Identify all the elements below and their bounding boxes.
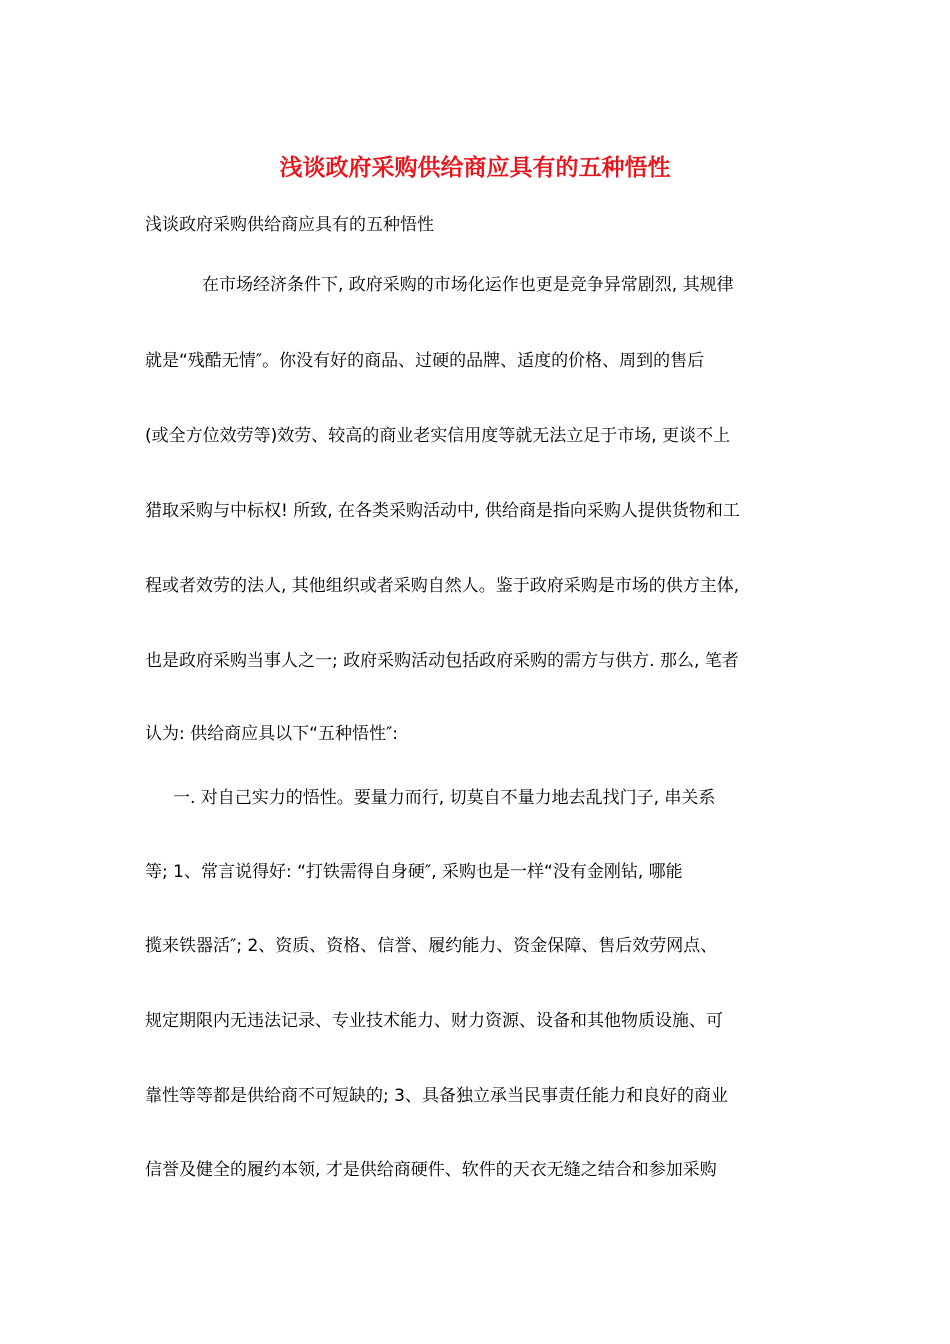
paragraph-line: 一. 对自己实力的悟性。要量力而行, 切莫自不量力地去乱找门子, 串关系 <box>173 788 716 808</box>
paragraph-line: 靠性等等都是供给商不可短缺的; 3、具备独立承当民事责任能力和良好的商业 <box>145 1086 728 1106</box>
paragraph-line: 等; 1、常言说得好: “打铁需得自身硬″, 采购也是一样“没有金刚钻, 哪能 <box>145 862 683 882</box>
paragraph-line: 认为: 供给商应具以下“五种悟性″: <box>145 724 399 744</box>
paragraph-line: 揽来铁器活″; 2、资质、资格、信誉、履约能力、资金保障、售后效劳网点、 <box>145 936 718 956</box>
paragraph-line: 也是政府采购当事人之一; 政府采购活动包括政府采购的需方与供方. 那么, 笔者 <box>145 651 739 671</box>
paragraph-line: 在市场经济条件下, 政府采购的市场化运作也更是竞争异常剧烈, 其规律 <box>202 275 734 295</box>
paragraph-line: 猎取采购与中标权! 所致, 在各类采购活动中, 供给商是指向采购人提供货物和工 <box>145 501 740 521</box>
document-title: 浅谈政府采购供给商应具有的五种悟性 <box>279 154 671 181</box>
paragraph-line: 规定期限内无违法记录、专业技术能力、财力资源、设备和其他物质设施、可 <box>145 1011 723 1031</box>
paragraph-line: (或全方位效劳等)效劳、较高的商业老实信用度等就无法立足于市场, 更谈不上 <box>145 426 731 446</box>
document-subtitle: 浅谈政府采购供给商应具有的五种悟性 <box>145 215 434 235</box>
paragraph-line: 就是“残酷无情″。你没有好的商品、过硬的品牌、适度的价格、周到的售后 <box>145 351 705 371</box>
paragraph-line: 信誉及健全的履约本领, 才是供给商硬件、软件的天衣无缝之结合和参加采购 <box>145 1160 717 1180</box>
paragraph-line: 程或者效劳的法人, 其他组织或者采购自然人。鉴于政府采购是市场的供方主体, <box>145 576 740 596</box>
